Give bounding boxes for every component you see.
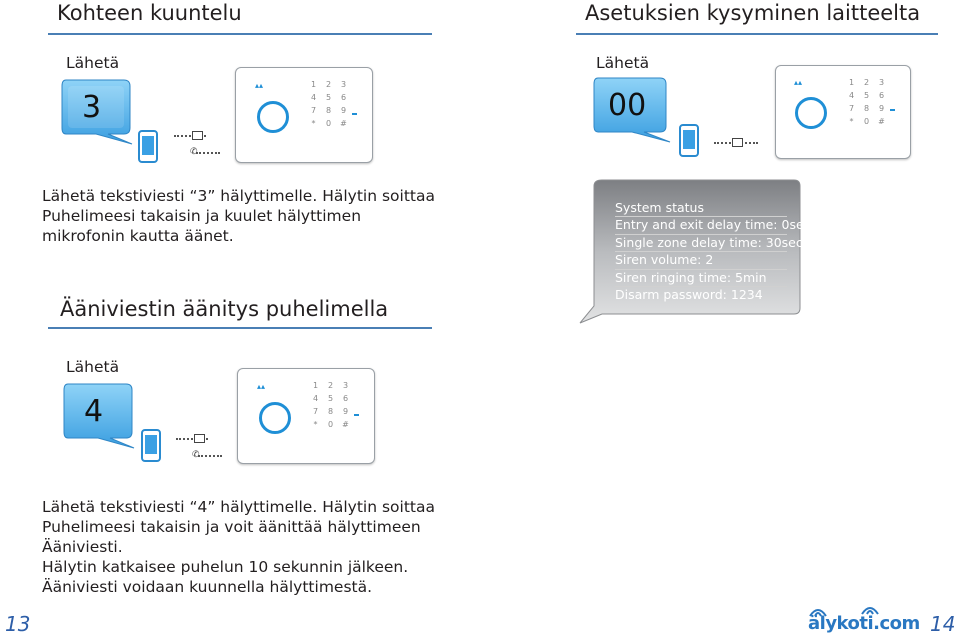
section-title-listen: Kohteen kuuntelu xyxy=(57,1,242,25)
handset-icon: ✆ xyxy=(190,147,198,157)
envelope-icon xyxy=(732,138,743,147)
alarm-panel xyxy=(235,67,373,163)
envelope-icon xyxy=(192,131,203,140)
sms-bubble xyxy=(60,78,140,148)
status-line: Disarm password: 1234 xyxy=(615,286,763,302)
description-line: mikrofonin kautta äänet. xyxy=(42,227,234,245)
key: 3 xyxy=(340,80,347,89)
description-line: Ääniviesti. xyxy=(42,538,123,556)
key: # xyxy=(342,420,349,429)
key: 9 xyxy=(878,104,885,113)
section-title-settings-query: Asetuksien kysyminen laitteelta xyxy=(585,1,921,25)
key: 1 xyxy=(312,381,319,390)
logo-text: älykoti.com xyxy=(808,613,920,634)
status-lines xyxy=(615,200,811,303)
status-line: Single zone delay time: 30sec xyxy=(615,235,787,252)
status-reply-bubble xyxy=(578,178,811,324)
signal-icon: ▴▴ xyxy=(255,81,264,90)
sms-bubble xyxy=(592,76,676,146)
mobile-phone-icon xyxy=(138,130,158,163)
key: 2 xyxy=(325,80,332,89)
keypad xyxy=(308,381,353,429)
status-line: Siren volume: 2 xyxy=(615,252,787,269)
send-label: Lähetä xyxy=(596,54,650,72)
title-underline xyxy=(576,33,938,35)
key: 3 xyxy=(342,381,349,390)
sms-code: 00 xyxy=(608,88,647,123)
key: 1 xyxy=(848,78,855,87)
handset-icon: ✆ xyxy=(192,450,200,460)
page-number-left: 13 xyxy=(5,612,31,636)
send-label: Lähetä xyxy=(66,54,120,72)
status-line: Entry and exit delay time: 0sec xyxy=(615,217,787,234)
mobile-phone-icon xyxy=(141,429,161,462)
description-line: Ääniviesti voidaan kuunnella hälyttimestä. xyxy=(42,578,373,596)
key: 4 xyxy=(310,93,317,102)
key: 8 xyxy=(863,104,870,113)
status-led xyxy=(890,109,895,111)
page-number-right: 14 xyxy=(930,612,956,636)
sms-bubble xyxy=(62,382,142,452)
keypad xyxy=(306,80,351,128)
key: 8 xyxy=(325,106,332,115)
mobile-phone-icon xyxy=(679,124,699,157)
key: 2 xyxy=(327,381,334,390)
key: 5 xyxy=(863,91,870,100)
description-recording xyxy=(42,497,472,597)
key: 6 xyxy=(340,93,347,102)
description-line: Puhelimeesi takaisin ja kuulet hälyttimen xyxy=(42,207,362,225)
key: 7 xyxy=(312,407,319,416)
key: 5 xyxy=(325,93,332,102)
key: 5 xyxy=(327,394,334,403)
description-line: Lähetä tekstiviesti “4” hälyttimelle. Hälytin soittaa xyxy=(42,498,435,516)
key: 0 xyxy=(863,117,870,126)
title-underline xyxy=(48,33,432,35)
key: * xyxy=(849,117,854,126)
status-led xyxy=(352,113,357,115)
sms-code: 3 xyxy=(82,90,102,125)
title-underline xyxy=(48,327,432,329)
key: # xyxy=(878,117,885,126)
status-led xyxy=(354,414,359,416)
key: 4 xyxy=(848,91,855,100)
key: 0 xyxy=(325,119,332,128)
call-back-signal-icon xyxy=(198,455,222,457)
key: * xyxy=(311,119,316,128)
sms-code: 4 xyxy=(84,394,104,429)
send-label: Lähetä xyxy=(66,358,120,376)
alarm-panel xyxy=(237,368,375,464)
description-listen xyxy=(42,186,462,246)
status-line: Siren ringing time: 5min xyxy=(615,270,787,287)
call-back-signal-icon xyxy=(196,152,220,154)
section-title-recording: Ääniviestin äänitys puhelimella xyxy=(60,297,389,321)
alarm-panel xyxy=(775,65,911,159)
envelope-icon xyxy=(194,434,205,443)
key: # xyxy=(340,119,347,128)
description-line: Puhelimeesi takaisin ja voit äänittää hälyttimeen xyxy=(42,518,421,536)
key: 6 xyxy=(342,394,349,403)
key: 1 xyxy=(310,80,317,89)
arm-ring-icon xyxy=(259,402,291,434)
key: 6 xyxy=(878,91,885,100)
key: * xyxy=(313,420,318,429)
key: 9 xyxy=(340,106,347,115)
key: 7 xyxy=(310,106,317,115)
key: 8 xyxy=(327,407,334,416)
keypad xyxy=(844,78,889,126)
description-line: Lähetä tekstiviesti “3” hälyttimelle. Hälytin soittaa xyxy=(42,187,435,205)
status-line: System status xyxy=(615,200,787,217)
signal-icon: ▴▴ xyxy=(257,382,266,391)
arm-ring-icon xyxy=(257,101,289,133)
key: 0 xyxy=(327,420,334,429)
key: 4 xyxy=(312,394,319,403)
arm-ring-icon xyxy=(795,97,827,129)
key: 2 xyxy=(863,78,870,87)
key: 3 xyxy=(878,78,885,87)
key: 7 xyxy=(848,104,855,113)
brand-logo xyxy=(806,600,920,636)
description-line: Hälytin katkaisee puhelun 10 sekunnin jälkeen. xyxy=(42,558,409,576)
key: 9 xyxy=(342,407,349,416)
signal-icon: ▴▴ xyxy=(794,78,803,87)
